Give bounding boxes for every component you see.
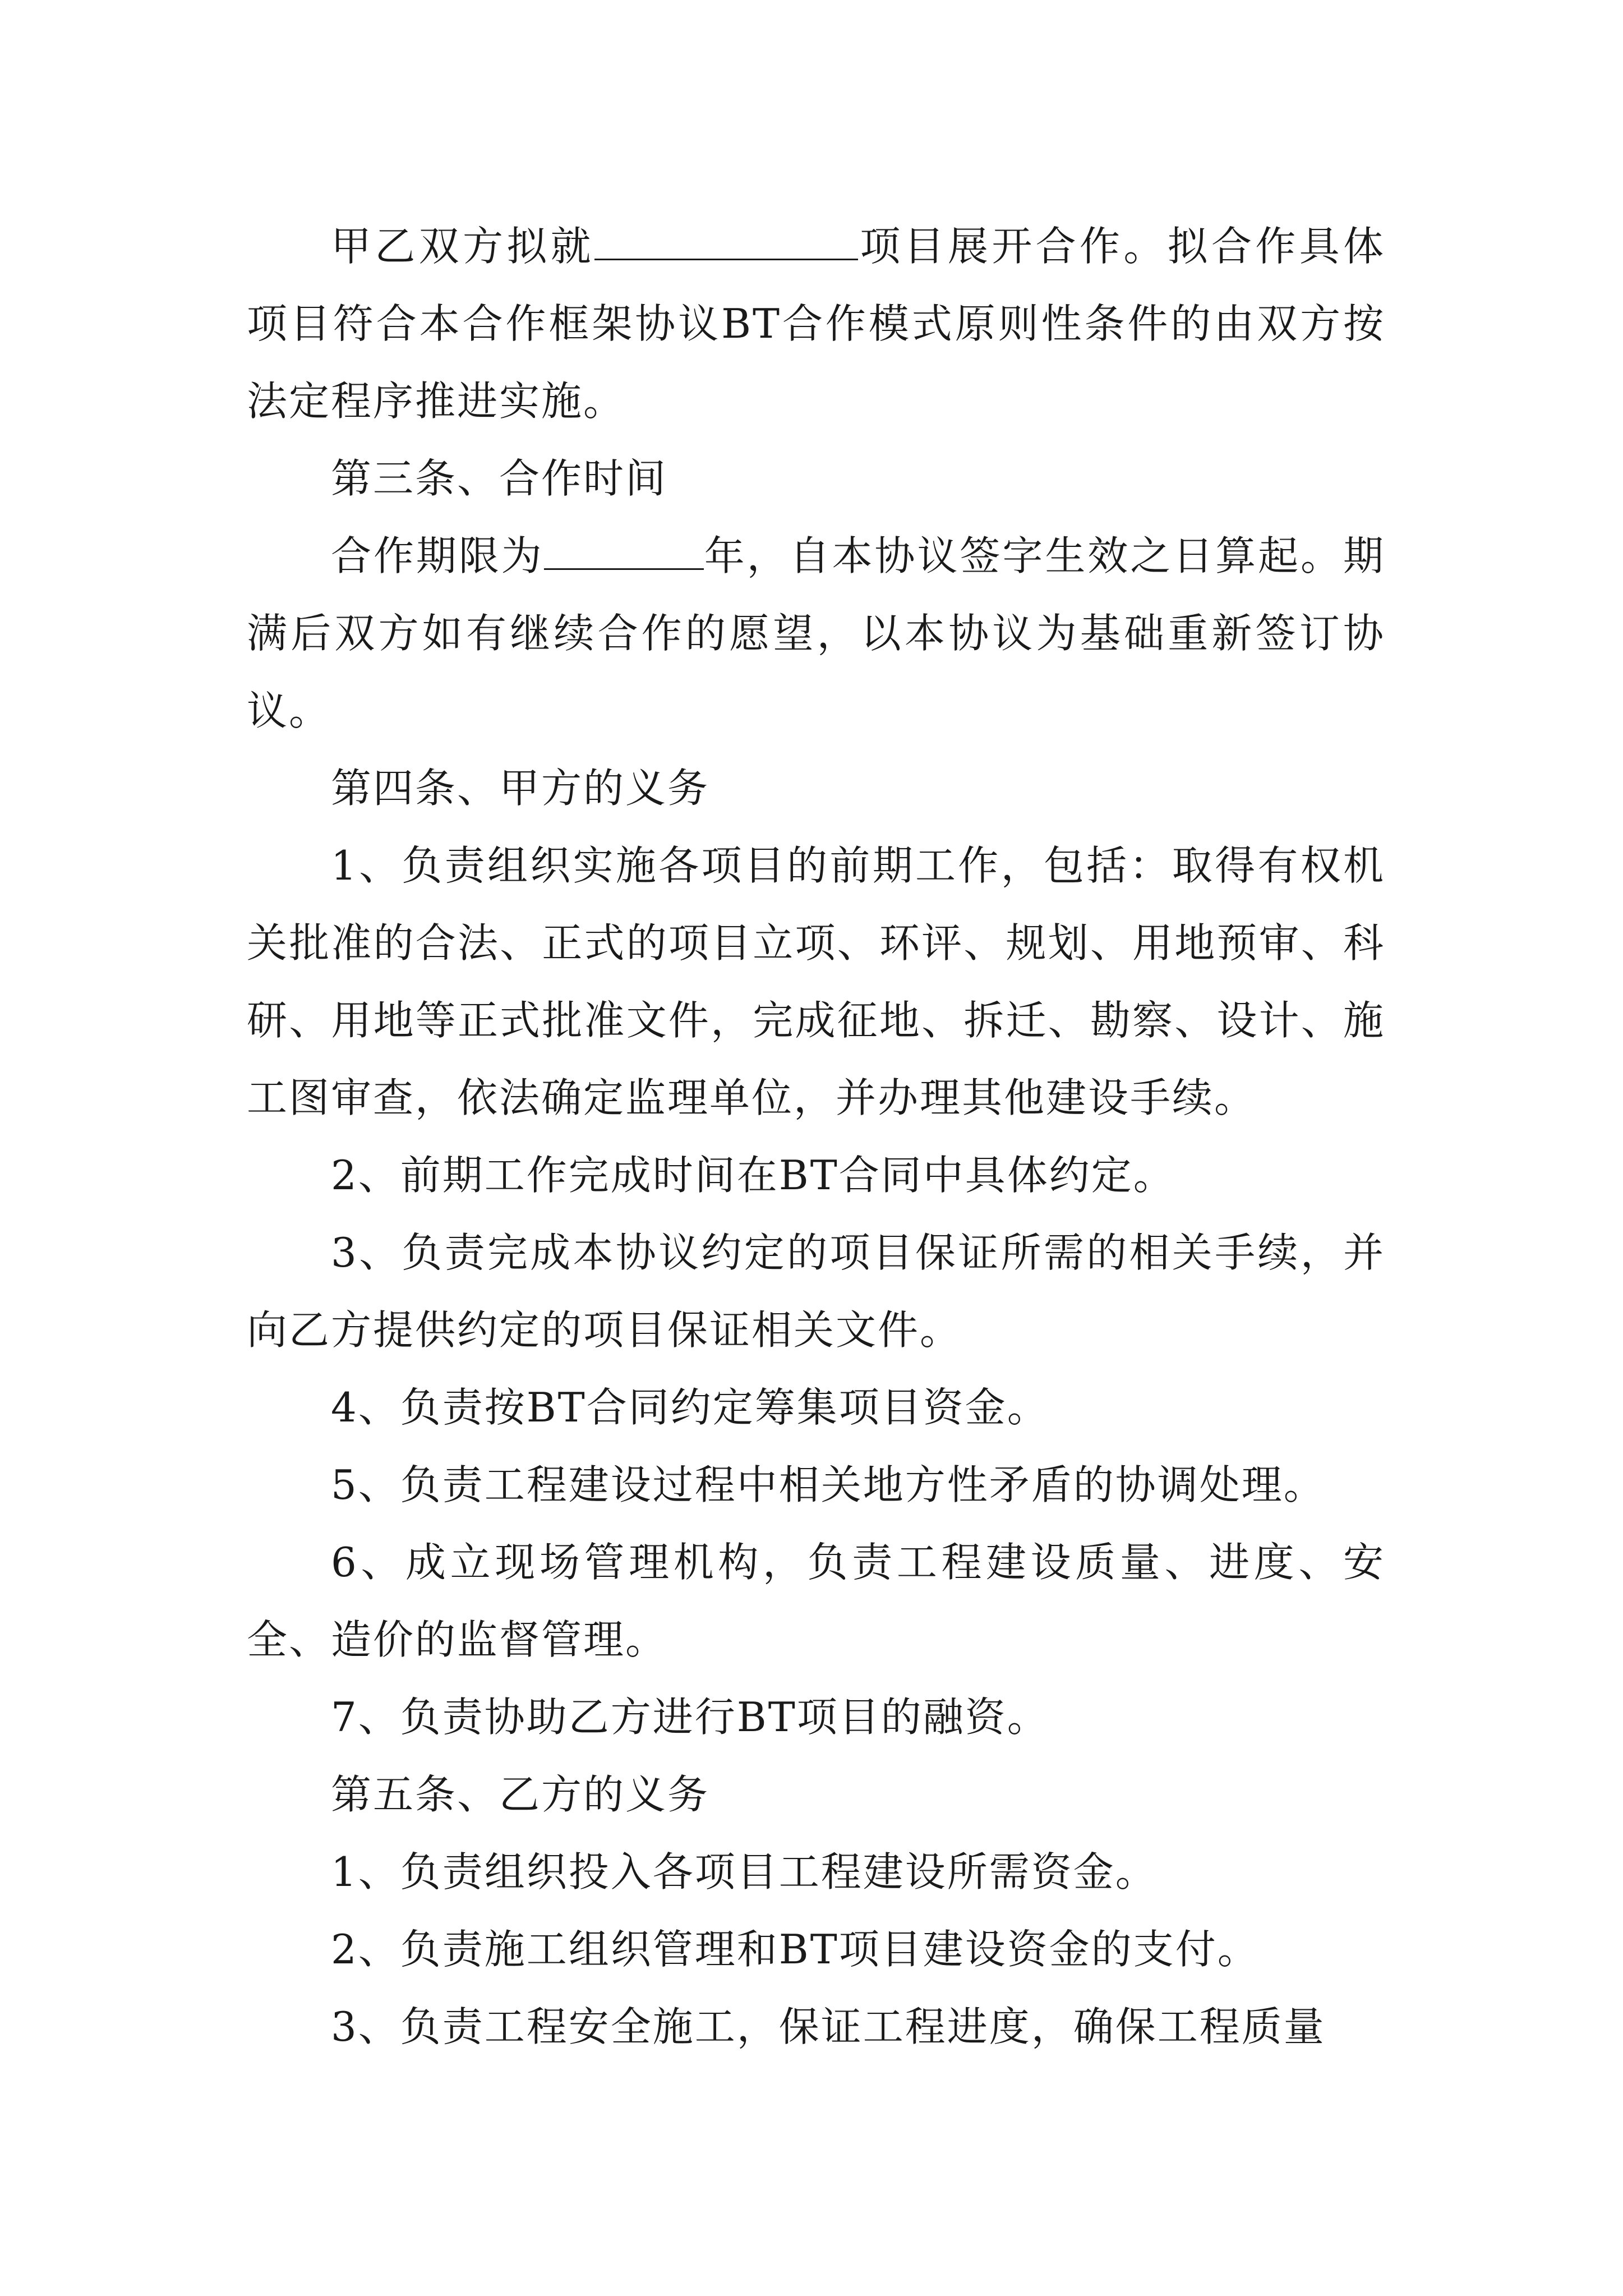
- article-4-item-1: 1、负责组织实施各项目的前期工作，包括：取得有权机关批准的合法、正式的项目立项、环评、规划、用地预审、科研、用地等正式批准文件，完成征地、拆迁、勘察、设计、施工图审查，依法确定监理单位，并办理其他建设手续。: [247, 842, 1385, 1121]
- paragraph-project-cooperation: [247, 208, 1385, 440]
- paragraph-text-end: 年，自本协议签字生效之日算起。期满后双方如有继续合作的愿望，以本协议为基础重新签订协议。: [247, 532, 1385, 734]
- article-5-item-2: 2、负责施工组织管理和BT项目建设资金的支付。: [331, 1926, 1260, 1973]
- article-4-item-5: 5、负责工程建设过程中相关地方性矛盾的协调处理。: [331, 1461, 1326, 1508]
- years-blank: [544, 535, 704, 570]
- article-5-heading: 第五条、乙方的义务: [331, 1771, 710, 1818]
- paragraph-text-end: 项目展开合作。拟合作具体项目符合本合作框架协议BT合作模式原则性条件的由双方按法定程序推进实施。: [247, 223, 1385, 425]
- paragraph-cooperation-period: [247, 517, 1385, 749]
- article-5-item-3: 3、负责工程安全施工，保证工程进度，确保工程质量: [331, 2003, 1326, 2050]
- article-4-item-4: 4、负责按BT合同约定筹集项目资金。: [331, 1384, 1049, 1431]
- article-4-item-6: 6、成立现场管理机构，负责工程建设质量、进度、安全、造价的监督管理。: [247, 1539, 1385, 1663]
- project-name-blank: [594, 225, 858, 260]
- article-4-heading: 第四条、甲方的义务: [331, 765, 710, 812]
- document-page: [247, 208, 1385, 2065]
- paragraph-text-start: 合作期限为: [331, 532, 544, 579]
- paragraph-text-start: 甲乙双方拟就: [331, 223, 594, 270]
- article-4-item-3: 3、负责完成本协议约定的项目保证所需的相关手续，并向乙方提供约定的项目保证相关文件。: [247, 1229, 1385, 1354]
- article-4-item-2: 2、前期工作完成时间在BT合同中具体约定。: [331, 1152, 1175, 1199]
- article-5-item-1: 1、负责组织投入各项目工程建设所需资金。: [331, 1848, 1158, 1895]
- article-4-item-7: 7、负责协助乙方进行BT项目的融资。: [331, 1694, 1049, 1741]
- article-3-heading: 第三条、合作时间: [331, 455, 668, 502]
